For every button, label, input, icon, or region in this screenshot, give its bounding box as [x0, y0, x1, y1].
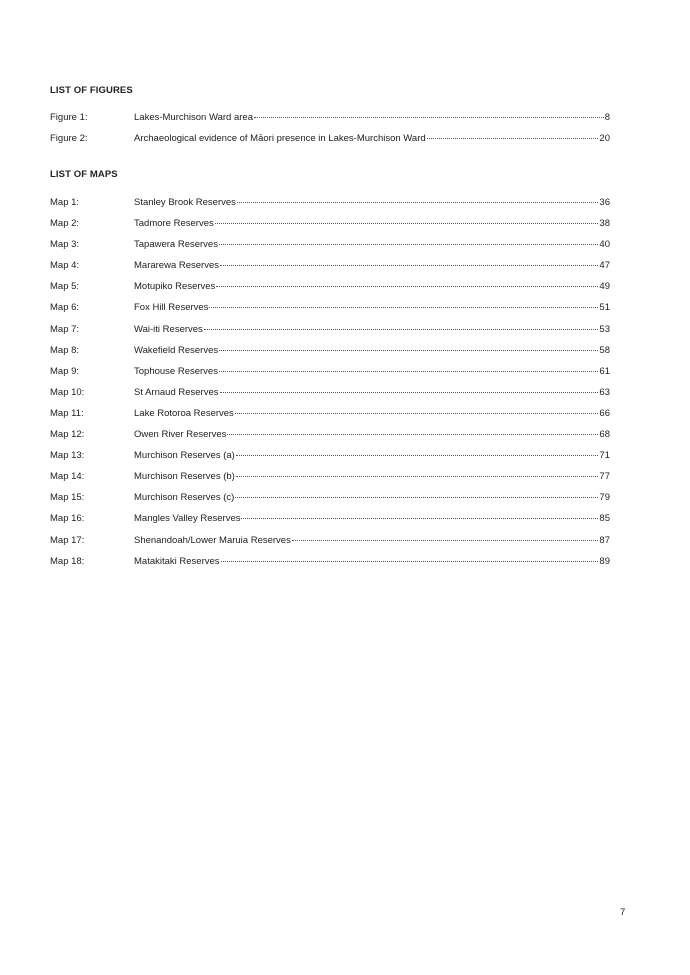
dot-leader [235, 413, 599, 414]
list-item [50, 133, 610, 154]
list-item [50, 429, 610, 450]
entry-page: 89 [599, 555, 610, 567]
entry-title: Murchison Reserves (a) [134, 450, 235, 462]
entry-label: Map 10: [50, 386, 85, 398]
entry-page: 20 [599, 133, 610, 145]
list-item [50, 366, 610, 387]
list-item [50, 112, 610, 133]
entry-title: Mangles Valley Reserves [134, 513, 241, 525]
entry-title: Mararewa Reserves [134, 260, 219, 272]
entry-label: Figure 2: [50, 133, 88, 145]
dot-leader [219, 371, 598, 372]
entry-label: Map 15: [50, 492, 85, 504]
entry-title: Tapawera Reserves [134, 239, 218, 251]
dot-leader [220, 265, 598, 266]
entry-label: Map 2: [50, 218, 80, 230]
entry-page: 49 [599, 281, 610, 293]
entry-label: Map 3: [50, 239, 80, 251]
entry-title: Fox Hill Reserves [134, 302, 209, 314]
entry-label: Map 18: [50, 555, 85, 567]
entry-page: 51 [599, 302, 610, 314]
entry-title: Tadmore Reserves [134, 218, 214, 230]
entry-label: Map 5: [50, 281, 80, 293]
entry-title: Shenandoah/Lower Maruia Reserves [134, 534, 291, 546]
entry-label: Map 4: [50, 260, 80, 272]
entry-page: 68 [599, 429, 610, 441]
dot-leader [254, 117, 604, 118]
entry-label: Map 13: [50, 450, 85, 462]
list-item [50, 302, 610, 323]
entry-title: Murchison Reserves (b) [134, 471, 235, 483]
list-item [50, 556, 610, 577]
dot-leader [215, 223, 599, 224]
page-number: 7 [620, 907, 626, 918]
entry-page: 87 [599, 534, 610, 546]
entry-page: 85 [599, 513, 610, 525]
dot-leader [204, 329, 599, 330]
entry-page: 66 [599, 407, 610, 419]
list-of-figures-heading: LIST OF FIGURES [50, 85, 133, 96]
dot-leader [216, 286, 598, 287]
figures-list [50, 112, 610, 154]
list-of-maps-heading: LIST OF MAPS [50, 169, 118, 180]
list-item [50, 345, 610, 366]
entry-title: Lake Rotoroa Reserves [134, 407, 234, 419]
entry-label: Map 7: [50, 323, 80, 335]
entry-label: Map 14: [50, 471, 85, 483]
entry-label: Map 8: [50, 344, 80, 356]
dot-leader [219, 350, 598, 351]
entry-label: Map 17: [50, 534, 85, 546]
list-item [50, 492, 610, 513]
dot-leader [209, 307, 598, 308]
list-item [50, 408, 610, 429]
list-item [50, 387, 610, 408]
entry-label: Map 16: [50, 513, 85, 525]
dot-leader [220, 392, 599, 393]
entry-title: Matakitaki Reserves [134, 555, 220, 567]
list-item [50, 471, 610, 492]
list-item [50, 324, 610, 345]
entry-title: Wai-iti Reserves [134, 323, 203, 335]
entry-page: 47 [599, 260, 610, 272]
dot-leader [235, 497, 598, 498]
dot-leader [227, 434, 598, 435]
dot-leader [237, 202, 599, 203]
entry-title: Motupiko Reserves [134, 281, 216, 293]
entry-page: 61 [599, 365, 610, 377]
dot-leader [221, 561, 599, 562]
entry-title: Lakes-Murchison Ward area [134, 112, 253, 123]
entry-page: 8 [604, 112, 610, 123]
entry-title: Archaeological evidence of Māori presence in Lakes-Murchison Ward [134, 133, 426, 145]
entry-page: 40 [599, 239, 610, 251]
entry-label: Figure 1: [50, 112, 88, 123]
list-item [50, 450, 610, 471]
entry-title: Murchison Reserves (c) [134, 492, 235, 504]
dot-leader [236, 476, 599, 477]
entry-label: Map 1: [50, 197, 80, 208]
list-item [50, 239, 610, 260]
list-item [50, 513, 610, 534]
entry-page: 63 [599, 386, 610, 398]
dot-leader [236, 455, 599, 456]
list-item [50, 197, 610, 218]
entry-title: Tophouse Reserves [134, 365, 218, 377]
entry-label: Map 9: [50, 365, 80, 377]
entry-page: 79 [599, 492, 610, 504]
entry-page: 38 [599, 218, 610, 230]
dot-leader [219, 244, 598, 245]
dot-leader [241, 518, 598, 519]
entry-label: Map 11: [50, 407, 84, 419]
entry-label: Map 12: [50, 429, 85, 441]
dot-leader [292, 540, 599, 541]
entry-title: Stanley Brook Reserves [134, 197, 236, 208]
entry-title: Wakefield Reserves [134, 344, 219, 356]
entry-title: Owen River Reserves [134, 429, 227, 441]
list-item [50, 281, 610, 302]
entry-title: St Arnaud Reserves [134, 386, 219, 398]
entry-page: 77 [599, 471, 610, 483]
dot-leader [427, 138, 599, 139]
entry-page: 36 [599, 197, 610, 208]
list-item [50, 218, 610, 239]
entry-label: Map 6: [50, 302, 80, 314]
entry-page: 71 [599, 450, 610, 462]
entry-page: 58 [599, 344, 610, 356]
entry-page: 53 [599, 323, 610, 335]
maps-list [50, 197, 610, 577]
list-item [50, 260, 610, 281]
list-item [50, 535, 610, 556]
